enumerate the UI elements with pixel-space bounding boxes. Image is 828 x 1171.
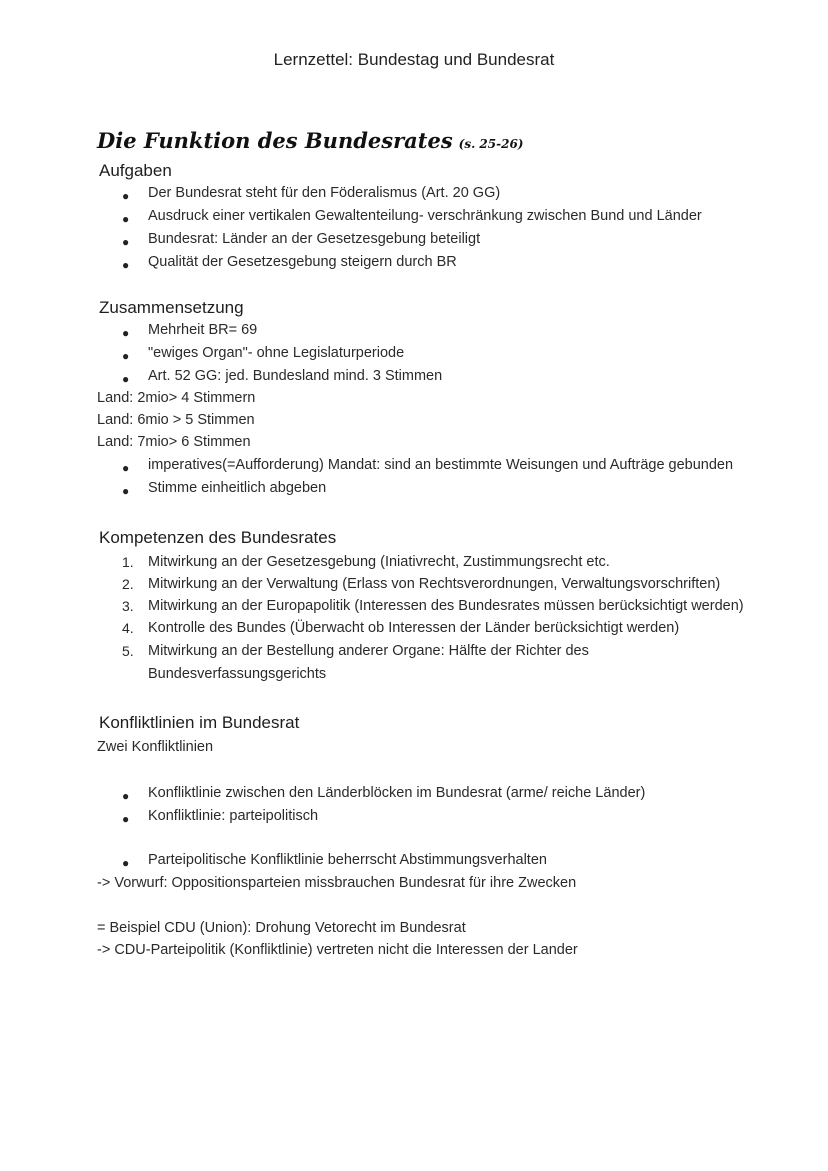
numbered-item: Mitwirkung an der Bestellung anderer Organe: Hälfte der Richter des <box>148 643 589 659</box>
page-title <box>97 128 524 153</box>
bullet-dot-icon: ● <box>122 372 130 386</box>
list-item: Der Bundesrat steht für den Föderalismus (Art. 20 GG) <box>148 185 501 201</box>
bullet-dot-icon: ● <box>122 856 130 870</box>
bullet-dot-icon: ● <box>122 461 130 475</box>
bullet-dot-icon: ● <box>122 812 130 826</box>
list-item: Konfliktlinie: parteipolitisch <box>148 808 319 824</box>
page-title-text: Die Funktion des Bundesrates <box>97 128 453 153</box>
bullet-dot-icon: ● <box>122 789 130 803</box>
numbered-item: Mitwirkung an der Verwaltung (Erlass von Rechtsverordnungen, Verwaltungsvorschriften) <box>148 576 721 592</box>
list-item: imperatives(=Aufforderung) Mandat: sind an bestimmte Weisungen und Aufträge gebunden <box>148 457 734 473</box>
numbered-item: Kontrolle des Bundes (Überwacht ob Interessen der Länder berücksichtigt werden) <box>148 620 680 636</box>
text-line: = Beispiel CDU (Union): Drohung Vetorecht im Bundesrat <box>97 920 466 936</box>
bullet-dot-icon: ● <box>122 235 130 249</box>
text-line: Land: 7mio> 6 Stimmen <box>97 434 251 450</box>
section-heading-aufgaben: Aufgaben <box>99 161 172 180</box>
list-number: 1. <box>122 554 134 570</box>
page-header: Lernzettel: Bundestag und Bundesrat <box>273 50 555 69</box>
list-number: 4. <box>122 620 134 636</box>
list-number: 3. <box>122 598 134 614</box>
list-item: Stimme einheitlich abgeben <box>148 480 327 496</box>
text-line: -> CDU-Parteipolitik (Konfliktlinie) vertreten nicht die Interessen der Lander <box>97 942 578 958</box>
list-item: "ewiges Organ"- ohne Legislaturperiode <box>148 345 405 361</box>
list-item: Ausdruck einer vertikalen Gewaltenteilung- verschränkung zwischen Bund und Länder <box>148 208 702 224</box>
section-heading-konfliktlinien: Konfliktlinien im Bundesrat <box>99 713 300 732</box>
bullet-dot-icon: ● <box>122 212 130 226</box>
list-item: Art. 52 GG: jed. Bundesland mind. 3 Stimmen <box>148 368 443 384</box>
list-item: Qualität der Gesetzesgebung steigern durch BR <box>148 254 457 270</box>
list-item: Bundesrat: Länder an der Gesetzesgebung beteiligt <box>148 231 481 247</box>
section-heading-zusammensetzung: Zusammensetzung <box>99 298 244 317</box>
bullet-dot-icon: ● <box>122 189 130 203</box>
list-item: Mehrheit BR= 69 <box>148 322 258 338</box>
text-line: -> Vorwurf: Oppositionsparteien missbrauchen Bundesrat für ihre Zwecken <box>97 875 577 891</box>
bullet-dot-icon: ● <box>122 484 130 498</box>
list-item: Parteipolitische Konfliktlinie beherrscht Abstimmungsverhalten <box>148 852 547 868</box>
numbered-item: Mitwirkung an der Europapolitik (Interessen des Bundesrates müssen berücksichtigt werden) <box>148 598 744 614</box>
text-line: Land: 6mio > 5 Stimmen <box>97 412 255 428</box>
numbered-item-continuation: Bundesverfassungsgerichts <box>148 666 327 682</box>
text-line: Land: 2mio> 4 Stimmern <box>97 390 256 406</box>
list-number: 2. <box>122 576 134 592</box>
list-item: Konfliktlinie zwischen den Länderblöcken im Bundesrat (arme/ reiche Länder) <box>148 785 646 801</box>
section-heading-kompetenzen: Kompetenzen des Bundesrates <box>99 528 337 547</box>
list-number: 5. <box>122 643 134 659</box>
bullet-dot-icon: ● <box>122 258 130 272</box>
bullet-dot-icon: ● <box>122 349 130 363</box>
page-reference: (s. 25-26) <box>458 137 524 151</box>
bullet-dot-icon: ● <box>122 326 130 340</box>
numbered-item: Mitwirkung an der Gesetzesgebung (Iniativrecht, Zustimmungsrecht etc. <box>148 554 610 570</box>
section-subheading: Zwei Konfliktlinien <box>97 739 214 755</box>
